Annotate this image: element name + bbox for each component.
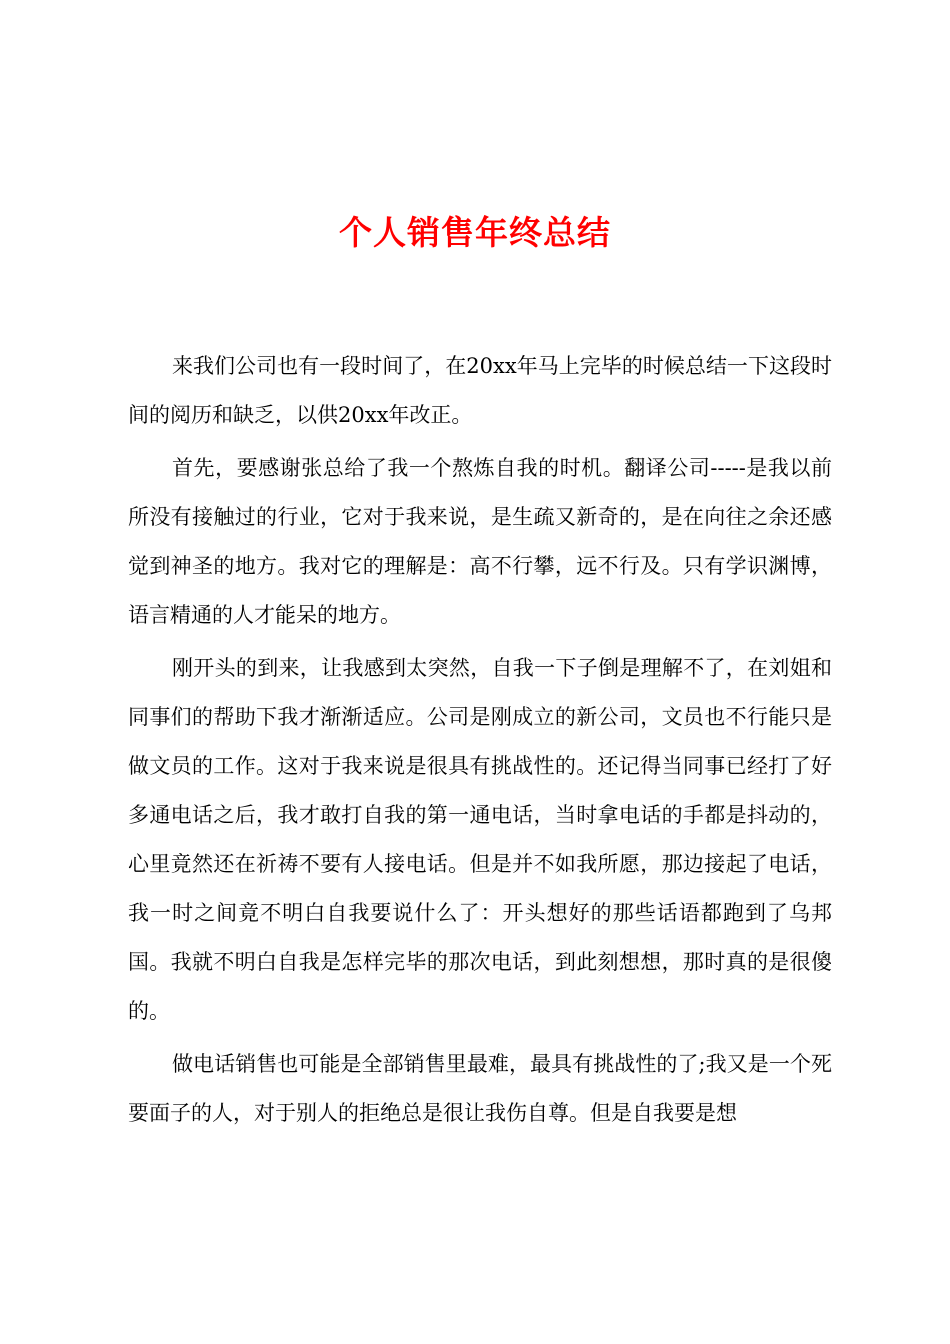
document-title: 个人销售年终总结 [339,213,611,252]
paragraph: 做电话销售也可能是全部销售里最难，最具有挑战性的了;我又是一个死要面子的人，对于别人的拒绝总是很让我伤自尊。但是自我要是想 [128,1052,832,1125]
paragraph: 首先，要感谢张总给了我一个熬炼自我的时机。翻译公司-----是我以前所没有接触过的行业，它对于我来说，是生疏又新奇的，是在向往之余还感觉到神圣的地方。我对它的理解是：高不行攀，远不行及。只有学识渊博，语言精通的人才能呆的地方。 [128,456,832,627]
paragraph: 来我们公司也有一段时间了，在20xx年马上完毕的时候总结一下这段时间的阅历和缺乏，以供20xx年改正。 [128,354,832,427]
paragraph: 刚开头的到来，让我感到太突然，自我一下子倒是理解不了，在刘姐和同事们的帮助下我才渐渐适应。公司是刚成立的新公司，文员也不行能只是做文员的工作。这对于我来说是很具有挑战性的。还记得当同事已经打了好多通电话之后，我才敢打自我的第一通电话，当时拿电话的手都是抖动的，心里竟然还在祈祷不要有人接电话。但是并不如我所愿，那边接起了电话，我一时之间竟不明白自我要说什么了：开头想好的那些话语都跑到了乌邦国。我就不明白自我是怎样完毕的那次电话，到此刻想想，那时真的是很傻的。 [128,656,832,1023]
document-body [128,342,832,1142]
